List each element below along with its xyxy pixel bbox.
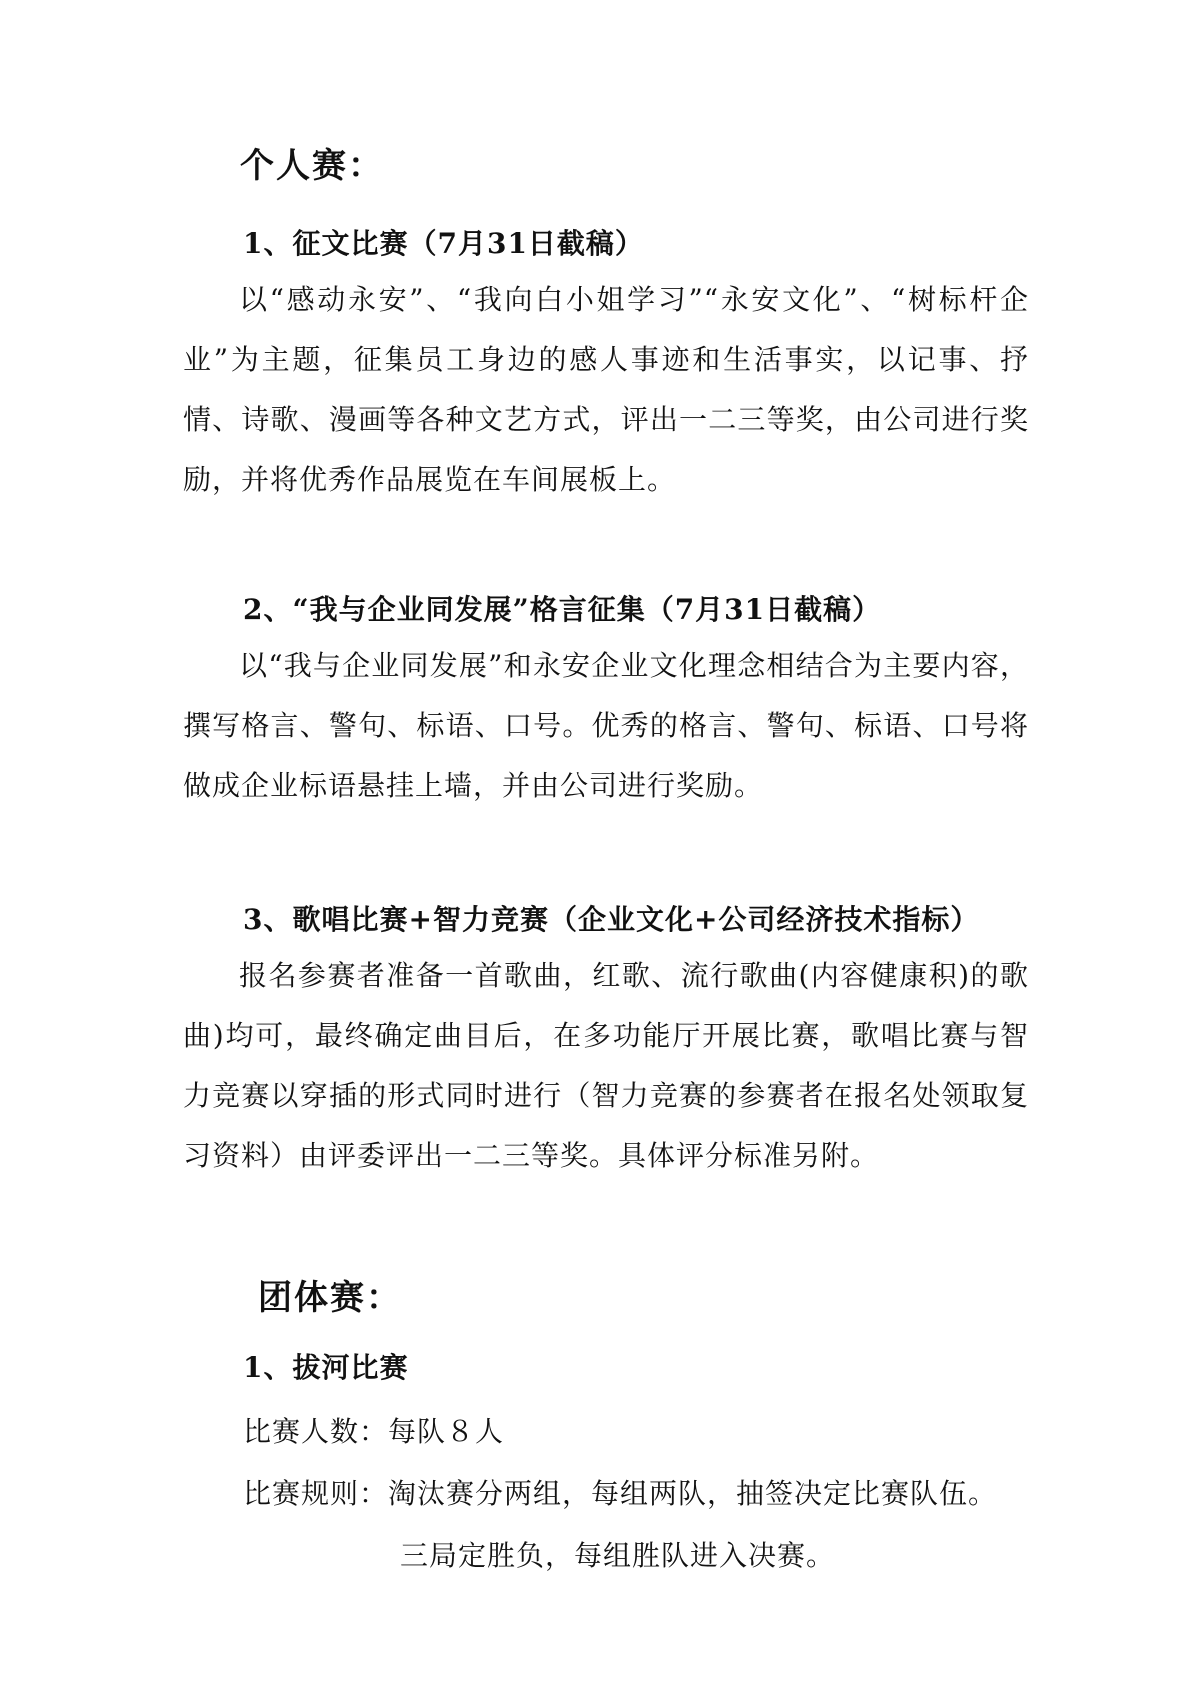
match-rules-continued: 三局定胜负，每组胜队进入决赛。: [400, 1539, 836, 1572]
team-heading: 团体赛：: [258, 1278, 402, 1318]
individual-heading: 个人赛：: [240, 146, 384, 186]
tug-of-war-title: 1、拔河比赛: [243, 1351, 409, 1384]
singing-quiz-body: 报名参赛者准备一首歌曲，红歌、流行歌曲(内容健康积)的歌曲)均可，最终确定曲目后，在多功能厅开展比赛，歌唱比赛与智力竞赛以穿插的形式同时进行（智力竞赛的参赛者在报名处领取复习资料）由评委评出一二三等奖。具体评分标准另附。: [183, 959, 1029, 1172]
players-per-team: 比赛人数：每队８人: [243, 1415, 505, 1448]
essay-contest-title: 1、征文比赛（7月31日截稿）: [243, 227, 644, 260]
singing-quiz-title: 3、歌唱比赛+智力竞赛（企业文化+公司经济技术指标）: [243, 903, 980, 936]
essay-contest-body: 以“感动永安”、“我向白小姐学习”“永安文化”、“树标杆企业”为主题，征集员工身边的感人事迹和生活事实，以记事、抒情、诗歌、漫画等各种文艺方式，评出一二三等奖，由公司进行奖励，并将优秀作品展览在车间展板上。: [183, 283, 1029, 496]
match-rules: 比赛规则：淘汰赛分两组，每组两队，抽签决定比赛队伍。: [243, 1477, 998, 1510]
motto-collection-body: 以“我与企业同发展”和永安企业文化理念相结合为主要内容，撰写格言、警句、标语、口号。优秀的格言、警句、标语、口号将做成企业标语悬挂上墙，并由公司进行奖励。: [183, 649, 1029, 802]
motto-collection-title: 2、“我与企业同发展”格言征集（7月31日截稿）: [243, 593, 882, 626]
